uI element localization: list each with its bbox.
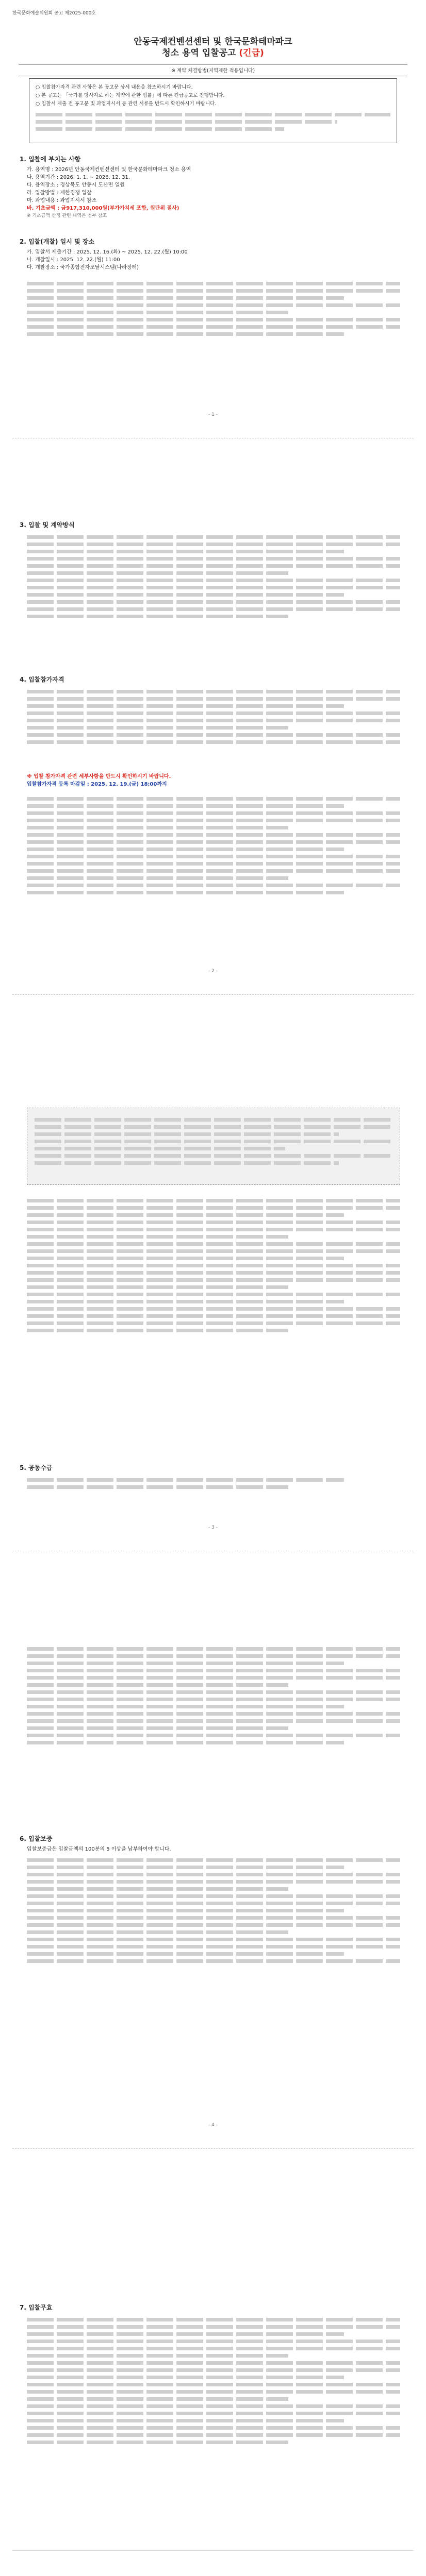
section-2-title: 2. 입찰(개찰) 일시 및 장소 bbox=[20, 238, 94, 245]
section-5-lines bbox=[27, 1475, 400, 1493]
section-1-body bbox=[27, 166, 400, 220]
section-2-lines bbox=[27, 278, 400, 340]
page-divider bbox=[12, 2148, 414, 2149]
subtitle-bar: ※ 계약 체결방법(지역제한 적용입니다) bbox=[19, 64, 407, 76]
section-1-title: 1. 입찰에 부치는 사항 bbox=[20, 156, 81, 163]
gray-info-box bbox=[27, 1108, 400, 1185]
title-main: 청소 용역 입찰공고 bbox=[162, 48, 236, 58]
section-4-lines-a bbox=[27, 686, 400, 748]
s1-item: 나. 용역기간 : 2026. 1. 1. ~ 2026. 12. 31. bbox=[27, 175, 130, 180]
section-6-lines bbox=[27, 1855, 400, 1967]
document-title bbox=[0, 36, 426, 59]
page-number: - 1 - bbox=[208, 412, 218, 417]
urgent-tag: (긴급) bbox=[239, 48, 264, 58]
s1-item: 가. 용역명 : 2026년 안동국제컨벤션센터 및 한국문화테마파크 청소 용역 bbox=[27, 167, 191, 173]
section-7-title: 7. 입찰무효 bbox=[20, 2304, 53, 2311]
s1-item: 라. 입찰방법 : 제한경쟁 입찰 bbox=[27, 190, 92, 196]
section-6-title: 6. 입찰보증 bbox=[20, 1835, 53, 1842]
section-6-body: 입찰보증금은 입찰금액의 100분의 5 이상을 납부하여야 합니다. bbox=[27, 1846, 171, 1852]
notice-box bbox=[29, 78, 397, 143]
section-3-lines bbox=[27, 532, 400, 622]
page-number: - 4 - bbox=[208, 2123, 218, 2128]
section-4-lines-b bbox=[27, 793, 400, 898]
section-4-highlight bbox=[27, 773, 400, 788]
title-line-1: 안동국제컨벤션센터 및 한국문화테마파크 bbox=[134, 37, 292, 47]
section-4-title: 4. 입찰참가자격 bbox=[20, 676, 64, 683]
section-7-lines bbox=[27, 2314, 400, 2448]
s2-item: 나. 개찰일시 : 2025. 12. 22.(월) 11:00 bbox=[27, 257, 120, 263]
page4-lines-a bbox=[27, 1643, 400, 1748]
s1-item: 마. 과업내용 : 과업지시서 참조 bbox=[27, 198, 97, 204]
s4-highlight-text: ※ 입찰 참가자격 관련 세부사항을 반드시 확인하시기 바랍니다. bbox=[27, 774, 171, 779]
page-number: - 2 - bbox=[208, 969, 218, 974]
title-line-2 bbox=[0, 47, 426, 59]
s4-blue-text: 입찰참가자격 등록 마감일 : 2025. 12. 19.(금) 18:00까지 bbox=[27, 782, 167, 787]
s2-item: 가. 입찰서 제출기간 : 2025. 12. 16.(화) ~ 2025. 12. 22.(월) 10:00 bbox=[27, 249, 188, 255]
document-id: 한국문화예술위원회 공고 제2025-000호 bbox=[12, 11, 96, 16]
page-divider bbox=[12, 994, 414, 995]
section-2-body bbox=[27, 248, 400, 272]
s1-base-amount: 바. 기초금액 : 금917,310,000원(부가가치세 포함, 원단위 절사) bbox=[27, 206, 179, 211]
s1-note: ※ 기초금액 산정 관련 내역은 첨부 참조 bbox=[27, 213, 107, 218]
notice-line: ○ 입찰참가자격 관련 사항은 본 공고문 상세 내용을 참조하시기 바랍니다. bbox=[36, 84, 193, 90]
notice-line: ○ 입찰서 제출 전 공고문 및 과업지시서 등 관련 서류를 반드시 확인하시기 바랍니다. bbox=[36, 101, 217, 107]
s2-item: 다. 개찰장소 : 국가종합전자조달시스템(나라장터) bbox=[27, 265, 139, 270]
s1-item: 다. 용역장소 : 경상북도 안동시 도산면 일원 bbox=[27, 182, 125, 188]
section-5-title: 5. 공동수급 bbox=[20, 1464, 53, 1471]
section-3-title: 3. 입찰 및 계약방식 bbox=[20, 521, 75, 529]
section-separator bbox=[12, 2550, 414, 2551]
page3-lines bbox=[27, 1195, 400, 1336]
page-number: - 3 - bbox=[208, 1525, 218, 1530]
notice-line: ○ 본 공고는 「국가를 당사자로 하는 계약에 관한 법률」에 따른 긴급공고로 진행합니다. bbox=[36, 93, 225, 98]
